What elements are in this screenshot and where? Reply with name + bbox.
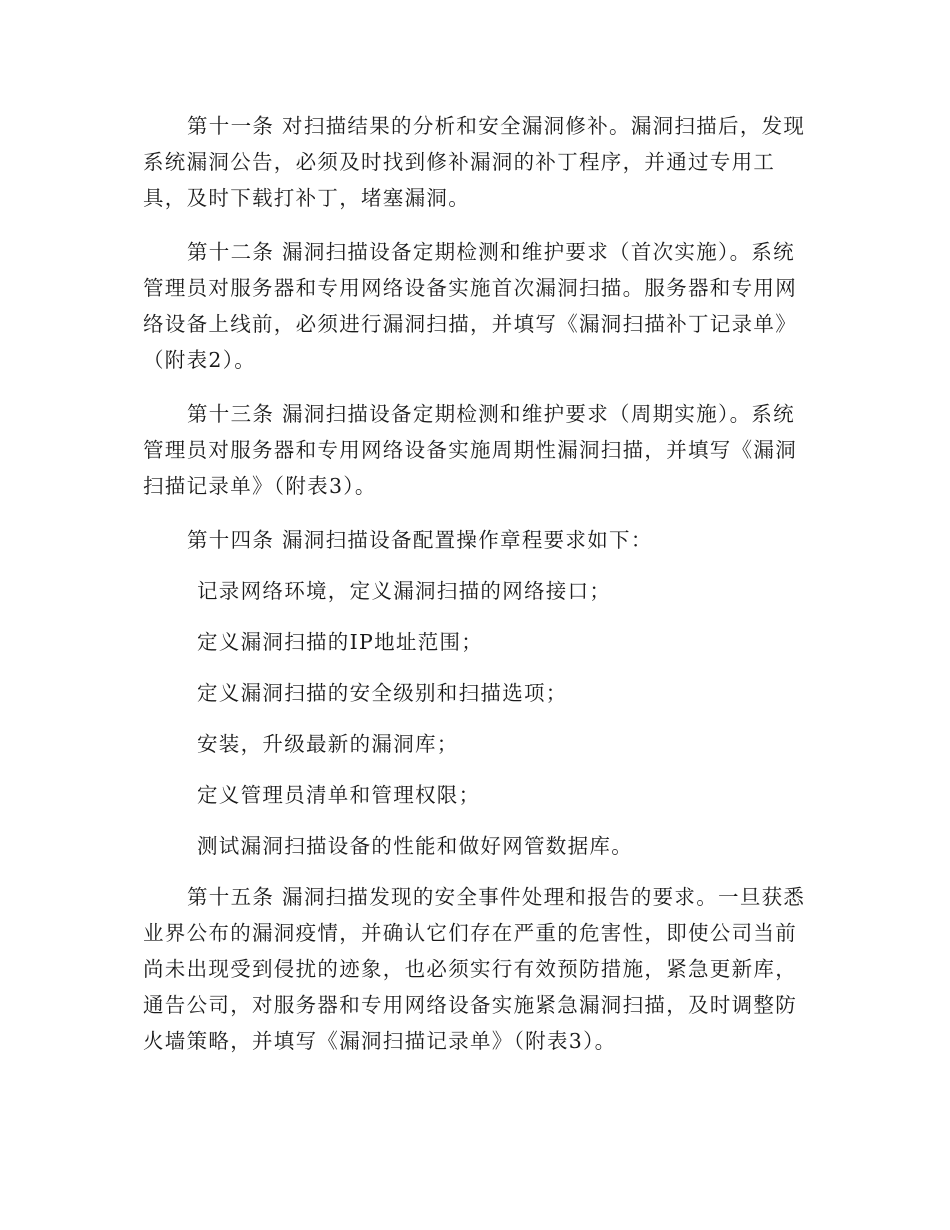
paragraph-line: 管理员对服务器和专用网络设备实施首次漏洞扫描。服务器和专用网 xyxy=(143,276,797,300)
list-item: 安装，升级最新的漏洞库； xyxy=(197,732,459,756)
article-12-paragraph xyxy=(143,234,811,378)
list-item: 定义漏洞扫描的IP地址范围； xyxy=(197,630,484,654)
paragraph-line: 尚未出现受到侵扰的迹象，也必须实行有效预防措施，紧急更新库， xyxy=(143,957,797,981)
list-item: 记录网络环境，定义漏洞扫描的网络接口； xyxy=(197,579,612,603)
list-item: 测试漏洞扫描设备的性能和做好网管数据库。 xyxy=(197,834,633,858)
paragraph-line: 通告公司，对服务器和专用网络设备实施紧急漏洞扫描，及时调整防 xyxy=(143,993,797,1017)
paragraph-line: 具，及时下载打补丁，堵塞漏洞。 xyxy=(143,186,470,210)
paragraph-line: 管理员对服务器和专用网络设备实施周期性漏洞扫描，并填写《漏洞 xyxy=(143,438,797,462)
paragraph-line: （附表2）。 xyxy=(143,348,257,372)
paragraph-line: 扫描记录单》（附表3）。 xyxy=(143,474,377,498)
paragraph-line: 第十三条 漏洞扫描设备定期检测和维护要求（周期实施）。系统 xyxy=(187,402,795,426)
list-item: 定义漏洞扫描的安全级别和扫描选项； xyxy=(197,681,568,705)
article-15-paragraph xyxy=(143,879,811,1059)
config-requirements-list xyxy=(143,573,811,864)
document-body xyxy=(143,108,811,1059)
paragraph-line: 络设备上线前，必须进行漏洞扫描，并填写《漏洞扫描补丁记录单》 xyxy=(143,312,797,336)
paragraph-line: 第十一条 对扫描结果的分析和安全漏洞修补。漏洞扫描后，发现 xyxy=(187,114,806,138)
article-11-paragraph xyxy=(143,108,811,216)
paragraph-line: 业界公布的漏洞疫情，并确认它们存在严重的危害性，即使公司当前 xyxy=(143,921,797,945)
paragraph-line: 第十二条 漏洞扫描设备定期检测和维护要求（首次实施）。系统 xyxy=(187,240,795,264)
paragraph-line: 火墙策略，并填写《漏洞扫描记录单》（附表3）。 xyxy=(143,1029,617,1053)
paragraph-line: 第十四条 漏洞扫描设备配置操作章程要求如下： xyxy=(187,528,653,552)
paragraph-line: 系统漏洞公告，必须及时找到修补漏洞的补丁程序，并通过专用工 xyxy=(143,150,776,174)
paragraph-line: 第十五条 漏洞扫描发现的安全事件处理和报告的要求。一旦获悉 xyxy=(187,885,806,909)
list-item: 定义管理员清单和管理权限； xyxy=(197,783,481,807)
article-13-paragraph xyxy=(143,396,811,504)
article-14-paragraph xyxy=(143,522,811,558)
